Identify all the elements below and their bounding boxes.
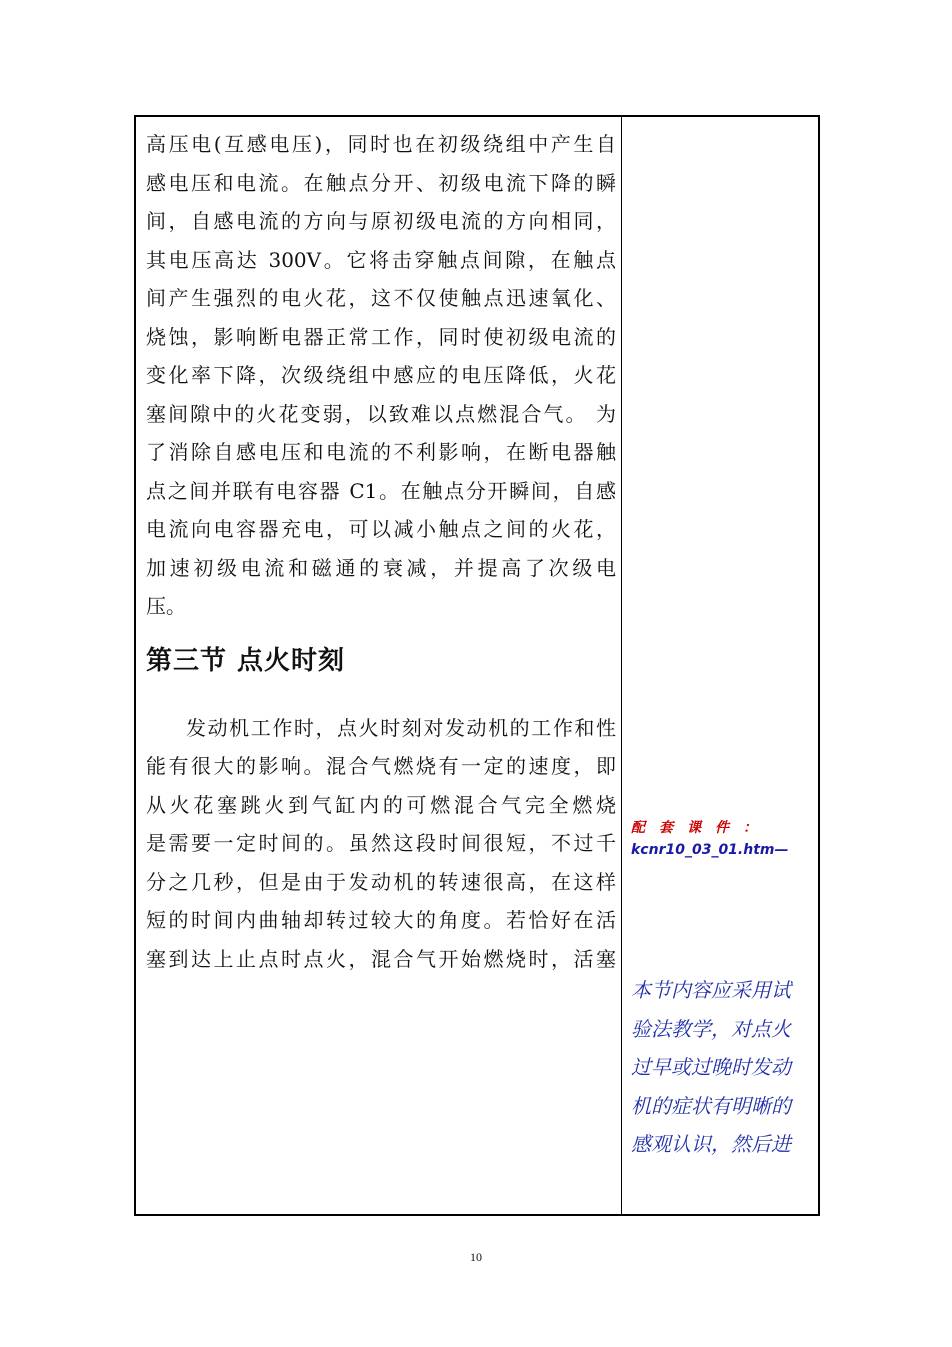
text-line: 短的时间内曲轴却转过较大的角度。若恰好在活 xyxy=(146,908,616,932)
courseware-note xyxy=(631,817,811,861)
section-heading: 第三节 点火时刻 xyxy=(146,645,346,676)
page-number: 10 xyxy=(470,1250,482,1264)
note-line: 感观认识，然后进 xyxy=(631,1132,791,1156)
text-line: 压。 xyxy=(146,594,186,618)
text-line: 变化率下降，次级绕组中感应的电压降低，火花 xyxy=(146,363,616,387)
text-line: 电流向电容器充电，可以减小触点之间的火花， xyxy=(146,517,616,541)
lesson-table xyxy=(134,115,820,1216)
text-line: 其电压高达 300V。它将击穿触点间隙，在触点 xyxy=(146,247,616,272)
note-line: 机的症状有明晰的 xyxy=(631,1093,791,1118)
text-line: 间，自感电流的方向与原初级电流的方向相同， xyxy=(146,209,616,233)
text-line: 能有很大的影响。混合气燃烧有一定的速度，即 xyxy=(146,754,616,778)
courseware-label: 配套课件： xyxy=(631,820,771,836)
text-line: 高压电(互感电压)，同时也在初级绕组中产生自 xyxy=(146,132,616,156)
main-text-column xyxy=(146,117,616,978)
courseware-file-link[interactable]: kcnr10_03_01.htm— xyxy=(631,842,789,858)
text-line: 点之间并联有电容器 C1。在触点分开瞬间，自感 xyxy=(146,478,616,503)
text-line: 分之几秒，但是由于发动机的转速很高，在这样 xyxy=(146,869,616,894)
text-line: 是需要一定时间的。虽然这段时间很短，不过千 xyxy=(146,831,616,855)
teaching-note xyxy=(631,971,811,1164)
note-line: 验法教学，对点火 xyxy=(631,1016,791,1041)
paragraph-section2 xyxy=(146,709,616,979)
text-line: 发动机工作时，点火时刻对发动机的工作和性 xyxy=(186,715,616,740)
text-line: 塞到达上止点时点火，混合气开始燃烧时，活塞 xyxy=(146,946,616,971)
text-line: 从火花塞跳火到气缸内的可燃混合气完全燃烧 xyxy=(146,792,616,817)
text-line: 感电压和电流。在触点分开、初级电流下降的瞬 xyxy=(146,170,616,195)
text-line: 烧蚀，影响断电器正常工作，同时使初级电流的 xyxy=(146,324,616,349)
text-line: 塞间隙中的火花变弱，以致难以点燃混合气。 为 xyxy=(146,401,616,426)
note-line: 本节内容应采用试 xyxy=(631,978,791,1002)
text-line: 了消除自感电压和电流的不利影响，在断电器触 xyxy=(146,440,616,464)
note-line: 过早或过晚时发动 xyxy=(631,1055,791,1079)
paragraph-section1 xyxy=(146,125,616,626)
text-line: 间产生强烈的电火花，这不仅使触点迅速氧化、 xyxy=(146,286,616,310)
text-line: 加速初级电流和磁通的衰减，并提高了次级电 xyxy=(146,555,616,580)
column-divider xyxy=(621,117,622,1214)
